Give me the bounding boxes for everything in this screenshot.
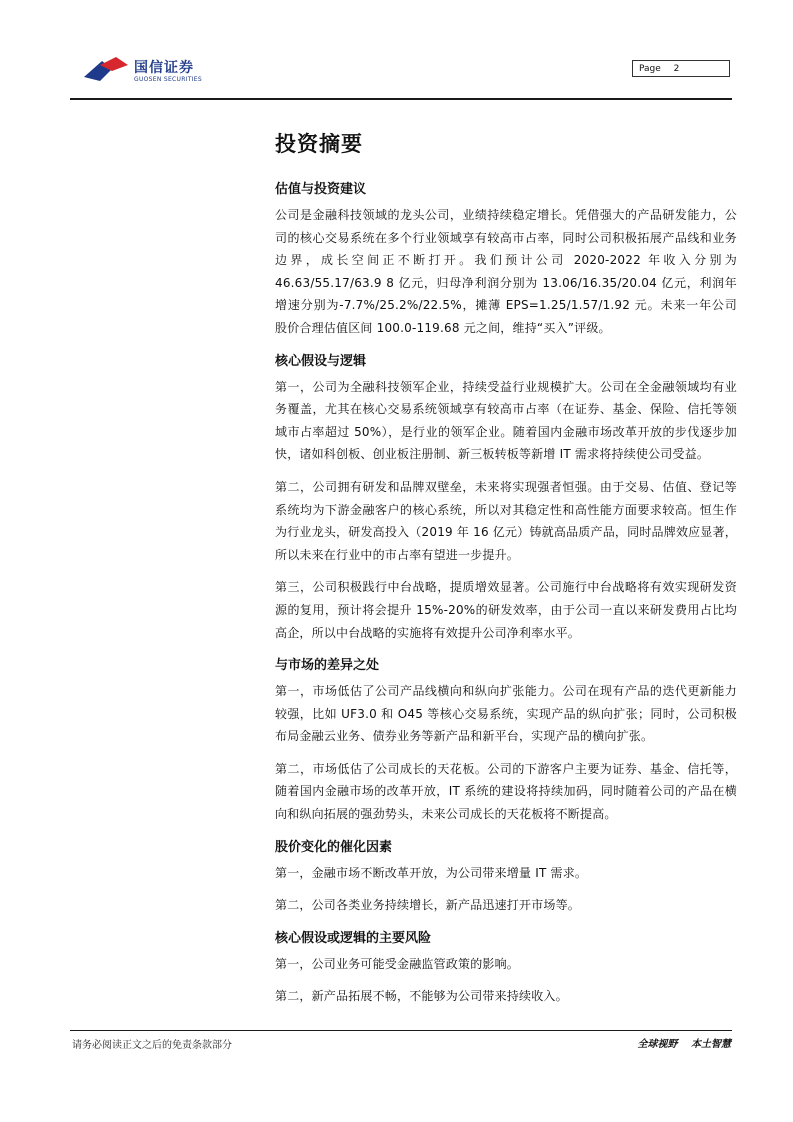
- page-label: Page: [639, 64, 661, 74]
- logo-subtitle: GUOSEN SECURITIES: [134, 76, 203, 83]
- footer-divider: [70, 1030, 732, 1031]
- section-heading-valuation: 估值与投资建议: [275, 182, 367, 197]
- market-difference-paragraph-2: 第二，市场低估了公司成长的天花板。公司的下游客户主要为证券、基金、信托等，随着国内金融市场的改革开放，IT 系统的建设将持续加码，同时随着公司的产品在横向和纵向拓展的强劲势头，未来公司成长的天花板将不断提高。: [275, 761, 737, 822]
- guosen-logo-icon: [82, 55, 130, 85]
- footer-slogan-2: 本土智慧: [691, 1039, 731, 1050]
- section-heading-risks: 核心假设或逻辑的主要风险: [275, 930, 432, 946]
- logo-name: 国信证券: [134, 60, 194, 76]
- catalyst-paragraph-2: 第二，公司各类业务持续增长，新产品迅速打开市场等。: [275, 898, 581, 913]
- market-difference-paragraph-1: 第一，市场低估了公司产品线横向和纵向扩张能力。公司在现有产品的迭代更新能力较强，比如 UF3.0 和 O45 等核心交易系统，实现产品的纵向扩张；同时，公司积极布局金融云业务、债券业务等新产品和新平台，实现产品的横向扩张。: [275, 684, 737, 744]
- section-heading-catalysts: 股价变化的催化因素: [275, 839, 393, 855]
- header-divider: [70, 98, 732, 100]
- footer-slogan-1: 全球视野: [637, 1039, 678, 1050]
- page-indicator: [632, 60, 730, 77]
- valuation-paragraph: 公司是金融科技领域的龙头公司，业绩持续稳定增长。凭借强大的产品研发能力，公司的核心交易系统在多个行业领域享有较高市占率，同时公司积极拓展产品线和业务边界，成长空间正不断打开。我们预计公司 2020-2022 年收入分别为 46.63/55.17/63.9 8 亿元，归母净利润分别为 13.06/16.35/20.04 亿元，利润年增速分别为-7.7%/25.2%/22.5%，摊薄 EPS=1.25/1.57/1.92 元。未来一年公司股价合理估值区间 100.0-119.68 元之间，维持“买入”评级。: [275, 208, 737, 335]
- footer-disclaimer: 请务必阅读正文之后的免责条款部分: [72, 1040, 232, 1051]
- guosen-logo: [82, 55, 212, 89]
- core-assumption-paragraph-3: 第三，公司积极践行中台战略，提质增效显著。公司施行中台战略将有效实现研发资源的复用，预计将会提升 15%-20%的研发效率，由于公司一直以来研发费用占比均高企，所以中台战略的实施将有效提升公司净利率水平。: [275, 580, 737, 640]
- section-heading-market-difference: 与市场的差异之处: [275, 658, 380, 674]
- core-assumption-paragraph-2: 第二，公司拥有研发和品牌双壁垒，未来将实现强者恒强。由于交易、估值、登记等系统均为下游金融客户的核心系统，所以对其稳定性和高性能方面要求较高。恒生作为行业龙头，研发高投入（2019 年 16 亿元）铸就高品质产品，同时品牌效应显著，所以未来在行业中的市占率有望进一步提升。: [275, 479, 737, 562]
- risk-paragraph-2: 第二，新产品拓展不畅，不能够为公司带来持续收入。: [275, 989, 568, 1004]
- catalyst-paragraph-1: 第一，金融市场不断改革开放，为公司带来增量 IT 需求。: [275, 865, 588, 880]
- page-title: 投资摘要: [275, 132, 363, 156]
- section-heading-core-assumptions: 核心假设与逻辑: [275, 353, 367, 369]
- core-assumption-paragraph-1: 第一，公司为全融科技领军企业，持续受益行业规模扩大。公司在全金融领域均有业务覆盖，尤其在核心交易系统领域享有较高市占率（在证券、基金、保险、信托等领域市占率超过 50%），是行业的领军企业。随着国内金融市场改革开放的步伐逐步加快，诸如科创板、创业板注册制、新三板转板等新增 IT 需求将持续使公司受益。: [275, 379, 737, 462]
- footer-slogan: [638, 1035, 731, 1050]
- report-body: [275, 128, 737, 1018]
- page-number: 2: [673, 64, 680, 74]
- risk-paragraph-1: 第一，公司业务可能受金融监管政策的影响。: [275, 956, 520, 971]
